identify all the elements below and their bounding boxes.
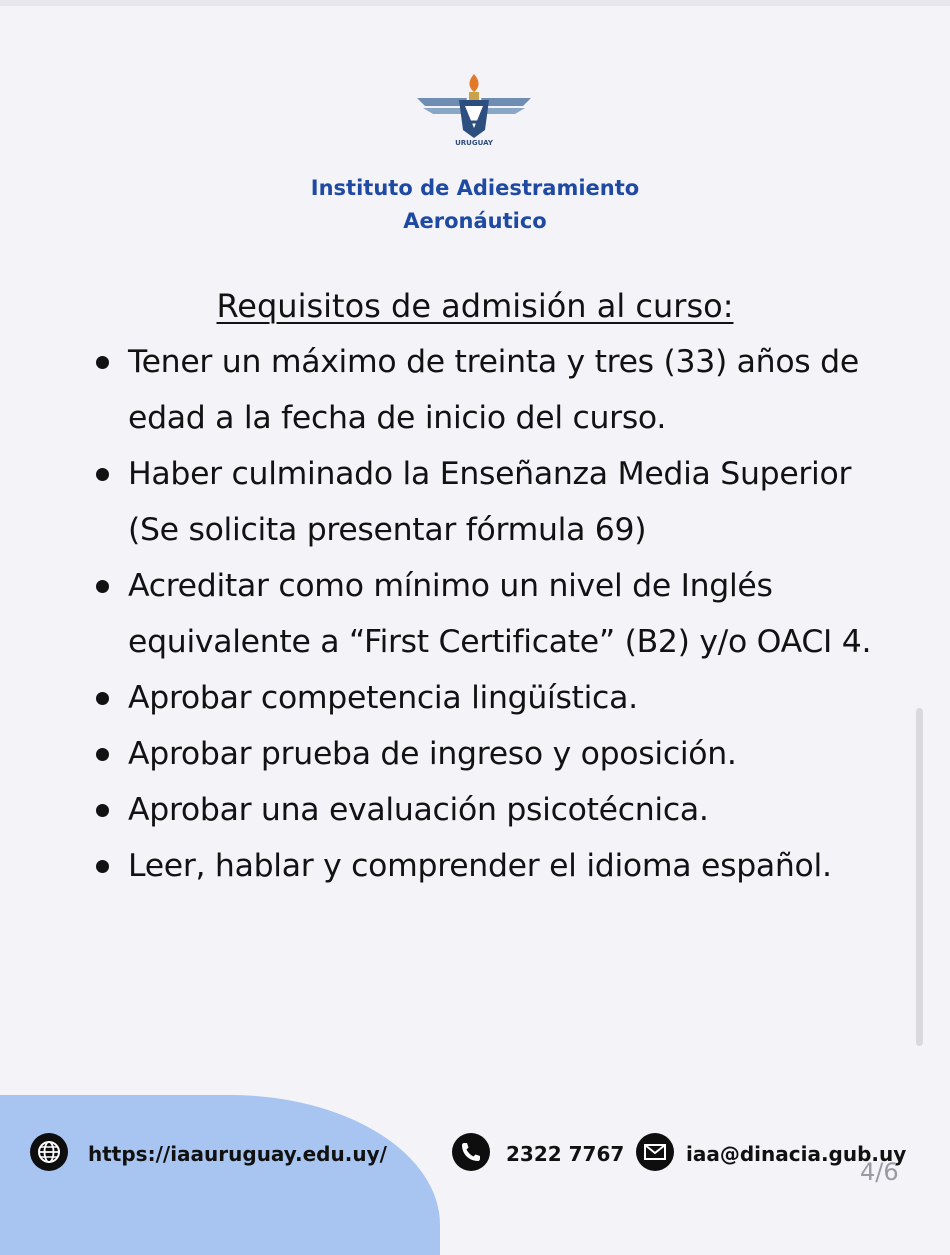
top-divider bbox=[0, 0, 950, 6]
bullet-icon bbox=[96, 580, 109, 593]
email-link[interactable]: iaa@dinacia.gub.uy bbox=[686, 1142, 907, 1166]
bullet-icon bbox=[96, 468, 109, 481]
institution-name-line1: Instituto de Adiestramiento bbox=[310, 176, 640, 200]
globe-icon bbox=[30, 1133, 68, 1171]
requirement-text: Aprobar prueba de ingreso y oposición. bbox=[128, 736, 737, 772]
phone-icon bbox=[452, 1133, 490, 1171]
requirement-item bbox=[88, 838, 908, 894]
requirement-text: Acreditar como mínimo un nivel de Inglés equivalente a “First Certificate” (B2) y/o OACI 4. bbox=[128, 568, 872, 660]
iaa-logo bbox=[415, 72, 533, 152]
website-link[interactable]: https://iaauruguay.edu.uy/ bbox=[88, 1142, 387, 1166]
requirement-item bbox=[88, 446, 908, 558]
requirement-item bbox=[88, 334, 908, 446]
institution-name-line2: Aeronáutico bbox=[403, 209, 547, 233]
requirement-text: Aprobar competencia lingüística. bbox=[128, 680, 638, 716]
requirement-item bbox=[88, 726, 908, 782]
bullet-icon bbox=[96, 692, 109, 705]
requirement-item bbox=[88, 782, 908, 838]
footer-banner bbox=[0, 1095, 440, 1255]
requirement-text: Tener un máximo de treinta y tres (33) años de edad a la fecha de inicio del curso. bbox=[128, 344, 859, 436]
requirement-text: Haber culminado la Enseñanza Media Superior (Se solicita presentar fórmula 69) bbox=[128, 456, 852, 548]
bullet-icon bbox=[96, 748, 109, 761]
bullet-icon bbox=[96, 804, 109, 817]
bullet-icon bbox=[96, 860, 109, 873]
page-indicator: 4/6 bbox=[860, 1158, 899, 1186]
requirement-text: Aprobar una evaluación psicotécnica. bbox=[128, 792, 709, 828]
mail-icon bbox=[636, 1133, 674, 1171]
institution-name bbox=[0, 172, 950, 238]
requirements-list bbox=[88, 334, 908, 894]
logo-emblem-text: URUGUAY bbox=[455, 139, 493, 147]
bullet-icon bbox=[96, 356, 109, 369]
requirement-text: Leer, hablar y comprender el idioma español. bbox=[128, 848, 832, 884]
scrollbar[interactable] bbox=[916, 708, 923, 1046]
requirement-item bbox=[88, 670, 908, 726]
requirements-title: Requisitos de admisión al curso: bbox=[216, 287, 734, 325]
requirement-item bbox=[88, 558, 908, 670]
phone-number[interactable]: 2322 7767 bbox=[506, 1142, 625, 1166]
